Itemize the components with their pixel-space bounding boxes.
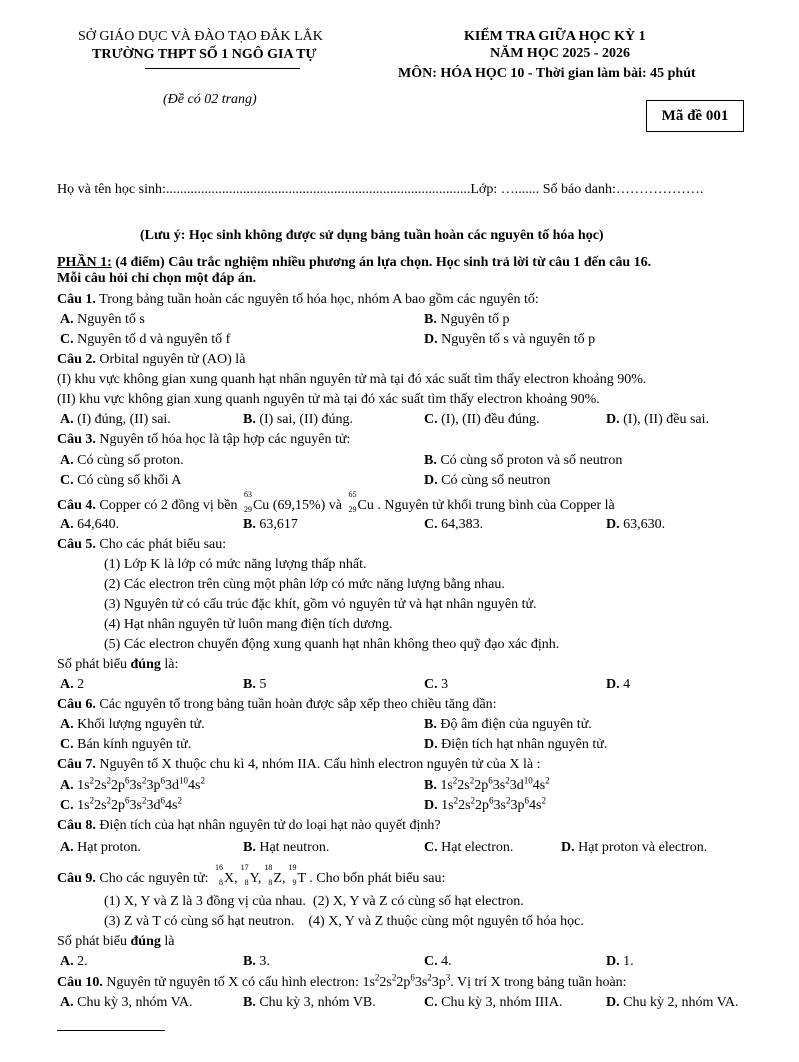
q8-option-d: D. Hạt proton và electron. [561,840,708,855]
q1-option-b: B. Nguyên tố p [424,312,510,327]
exam-code: Mã đề 001 [661,107,729,124]
part1-heading [57,256,651,270]
q9-option-a: A. 2. [60,954,88,969]
q6-option-a: A. Khối lượng nguyên tử. [60,717,205,732]
isotope-cu65: 65 29 [348,490,357,514]
question-8: Câu 8. Điện tích của hạt nhân nguyên tử do loại hạt nào quyết định? [57,818,441,833]
department-name: SỞ GIÁO DỤC VÀ ĐÀO TẠO ĐẮK LẮK [78,29,323,44]
q4-option-b: B. 63,617 [243,517,298,532]
electron-config: $1s^22s^22p^63s^23p^3$ [362,972,451,990]
part1-instruction: Mỗi câu hỏi chỉ chọn một đáp án. [57,271,257,286]
question-7: Câu 7. Nguyên tố X thuộc chu kì 4, nhóm IIA. Cấu hình electron nguyên tử của X là : [57,757,541,772]
q7-option-c: C. $1s^22s^22p^63s^23d^64s^2$ [60,795,182,813]
q2-option-d: D. (I), (II) đều sai. [606,412,710,427]
student-info-line [57,183,703,197]
q2-option-c: C. (I), (II) đều đúng. [424,412,540,427]
question-3: Câu 3. Nguyên tố hóa học là tập hợp các nguyên tử: [57,432,351,447]
q10-option-a: A. Chu kỳ 3, nhóm VA. [60,995,193,1010]
student-name-field: Họ và tên học sinh:....................................................................................... [57,182,471,197]
q2-statement-1: (I) khu vực không gian xung quanh hạt nhân nguyên tử mà tại đó xác suất tìm thấy electron khoảng 90%. [57,372,647,387]
q4-option-a: A. 64,640. [60,517,120,532]
q5-option-d: D. 4 [606,677,631,692]
question-2: Câu 2. Orbital nguyên tử (AO) là [57,352,246,367]
question-number: Câu 1. [57,292,96,307]
q2-statement-2: (II) khu vực không gian xung quanh nguyên tử mà tại đó xác suất tìm thấy electron khoảng 90%. [57,392,600,407]
question-9: Câu 9. Cho các nguyên tử: 16 8 X, 17 8 Y, 18 8 Z, 19 9 T . Cho bốn phát biểu sau: [57,863,446,887]
q1-option-a: A. Nguyên tố s [60,312,145,327]
exam-title: KIỂM TRA GIỮA HỌC KỲ 1 [464,29,646,44]
q5-statement-1: (1) Lớp K là lớp có mức năng lượng thấp nhất. [104,557,367,572]
q3-option-a: A. Có cùng số proton. [60,453,184,468]
question-10: Câu 10. Nguyên tử nguyên tố X có cấu hình electron: $1s^22s^22p^63s^23p^3$. Vị trí X trong bảng tuần hoàn: [57,972,627,990]
q4-option-c: C. 64,383. [424,517,484,532]
periodic-table-note: (Lưu ý: Học sinh không được sử dụng bảng tuần hoàn các nguyên tố hóa học) [140,228,604,243]
q10-option-b: B. Chu kỳ 3, nhóm VB. [243,995,376,1010]
q1-option-d: D. Nguyên tố s và nguyên tố p [424,332,596,347]
subject-line: MÔN: HÓA HỌC 10 - Thời gian làm bài: 45 phút [398,66,696,81]
q9-option-d: D. 1. [606,954,634,969]
q4-option-d: D. 63,630. [606,517,666,532]
q2-option-b: B. (I) sai, (II) đúng. [243,412,354,427]
q6-option-c: C. Bán kính nguyên tử. [60,737,192,752]
q5-statement-5: (5) Các electron chuyển động xung quanh hạt nhân không theo quỹ đạo xác định. [104,637,560,652]
q9-statements-3-4: (3) Z và T có cùng số hạt neutron. (4) X, Y và Z thuộc cùng một nguyên tố hóa học. [104,914,584,929]
q3-option-d: D. Có cùng số neutron [424,473,551,488]
q5-statement-2: (2) Các electron trên cùng một phân lớp có mức năng lượng bằng nhau. [104,577,505,592]
question-1 [57,293,539,307]
question-stem: Trong bảng tuần hoàn các nguyên tố hóa học, nhóm A bao gồm các nguyên tố: [95,292,539,307]
question-4: Câu 4. Copper có 2 đồng vị bền 63 29 Cu (69,15%) và 65 29 Cu . Nguyên tử khối trung bình của Copper là [57,490,615,514]
isotope-list: 16 8 X, 17 8 Y, 18 8 Z, 19 9 T [214,863,306,887]
q7-option-a: A. $1s^22s^22p^63s^23p^63d^{10}4s^2$ [60,775,205,793]
q2-option-a: A. (I) đúng, (II) sai. [60,412,171,427]
q9-statements-1-2: (1) X, Y và Z là 3 đồng vị của nhau. (2) X, Y và Z có cùng số hạt electron. [104,894,524,909]
q5-option-a: A. 2 [60,677,85,692]
school-year: NĂM HỌC 2025 - 2026 [490,46,630,61]
isotope-cu63: 63 29 [243,490,252,514]
pages-note: (Đề có 02 trang) [163,92,257,107]
student-class-field: Lớp: …....... [470,182,543,197]
q9-option-b: B. 3. [243,954,270,969]
q5-statement-4: (4) Hạt nhân nguyên tử luôn mang điện tích dương. [104,617,393,632]
question-5: Câu 5. Cho các phát biểu sau: [57,537,227,552]
q1-option-c: C. Nguyên tố d và nguyên tố f [60,332,231,347]
q9-option-c: C. 4. [424,954,452,969]
q5-option-c: C. 3 [424,677,449,692]
q5-statement-3: (3) Nguyên tử có cấu trúc đặc khít, gồm vỏ nguyên tử và hạt nhân nguyên tử. [104,597,537,612]
q5-option-b: B. 5 [243,677,267,692]
part1-title: PHẦN 1: [57,255,112,270]
q7-option-d: D. $1s^22s^22p^63s^23p^64s^2$ [424,795,546,813]
school-name: TRƯỜNG THPT SỐ 1 NGÔ GIA TỰ [92,47,317,62]
q6-option-d: D. Điện tích hạt nhân nguyên tử. [424,737,608,752]
q6-option-b: B. Độ âm điện của nguyên tử. [424,717,592,732]
exam-code-box [646,100,744,132]
bottom-rule [57,1030,165,1031]
school-underline [145,68,300,69]
q8-option-b: B. Hạt neutron. [243,840,330,855]
q10-option-d: D. Chu kỳ 2, nhóm VA. [606,995,739,1010]
q9-count-line: Số phát biểu đúng là [57,934,175,949]
q8-option-a: A. Hạt proton. [60,840,141,855]
q7-option-b: B. $1s^22s^22p^63s^23d^{10}4s^2$ [424,775,550,793]
q5-count-line: Số phát biểu đúng là: [57,657,179,672]
q3-option-c: C. Có cùng số khối A [60,473,182,488]
q10-option-c: C. Chu kỳ 3, nhóm IIIA. [424,995,563,1010]
q8-option-c: C. Hạt electron. [424,840,514,855]
part1-text: (4 điểm) Câu trắc nghiệm nhiều phương án lựa chọn. Học sinh trả lời từ câu 1 đến câu 16. [111,255,652,270]
question-6: Câu 6. Các nguyên tố trong bảng tuần hoàn được sắp xếp theo chiều tăng dần: [57,697,497,712]
q3-option-b: B. Có cùng số proton và số neutron [424,453,623,468]
student-id-field: Số báo danh:………………. [542,182,704,197]
